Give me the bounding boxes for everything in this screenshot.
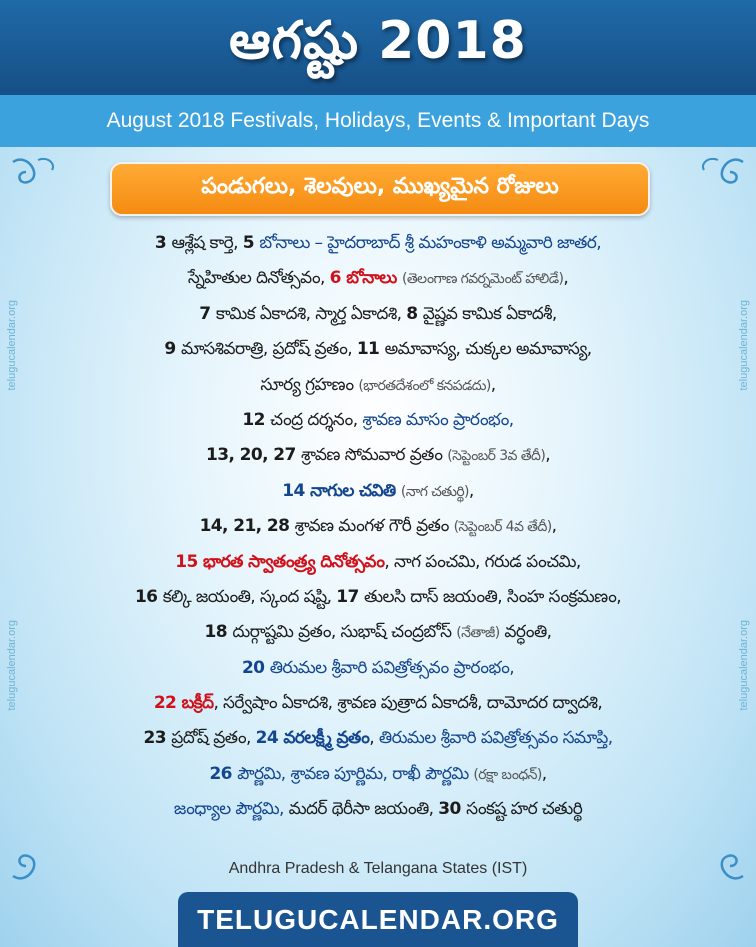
subtitle-bar (0, 95, 756, 147)
festival-text: ఆశ్లేష కార్తె, (171, 233, 243, 253)
header (0, 0, 756, 95)
festival-text: పౌర్ణమి, శ్రావణ పూర్ణిమ, రాఖీ పౌర్ణమి (237, 763, 474, 784)
festival-text: 13, 20, 27 (205, 445, 302, 466)
festival-text: చంద్ర దర్శనం, (270, 409, 363, 430)
festival-text: , నాగ పంచమి, గరుడ పంచమి, (384, 551, 581, 572)
watermark-left-top: telugucalendar.org (6, 300, 18, 391)
festival-text: తిరుమల శ్రీవారి పవిత్రోత్సవం సమాప్తి, (378, 728, 613, 749)
festival-text: శ్రావణ సోమవార వ్రతం (301, 445, 448, 466)
festival-text: 5 (242, 233, 260, 253)
festival-text: 23 (143, 728, 172, 749)
page-subtitle: August 2018 Festivals, Holidays, Events & Important Days (106, 109, 650, 132)
festival-text: , (545, 445, 550, 466)
festival-text: 6 బోనాలు (329, 268, 402, 289)
festival-line (40, 651, 716, 686)
festival-text: సంకష్ట హర చతుర్థి (466, 799, 583, 820)
festival-text: 3 (154, 233, 172, 253)
festival-line (40, 438, 716, 473)
festival-text: 22 బక్రీద్ (153, 693, 214, 714)
festival-line (40, 615, 716, 650)
watermark-left-bottom: telugucalendar.org (6, 620, 18, 711)
festival-line (40, 368, 716, 403)
festival-text: , (369, 728, 379, 749)
page-title: ఆగష్టు 2018 (229, 11, 527, 71)
festival-line (40, 332, 716, 367)
watermark-right-top: telugucalendar.org (738, 300, 750, 391)
brand-bar[interactable] (178, 892, 578, 947)
festival-line (40, 792, 716, 827)
ornament-icon (8, 152, 68, 212)
festival-text: (భారతదేశంలో కనపడదు) (358, 377, 491, 394)
festival-line (40, 403, 716, 438)
festival-text: 14, 21, 28 (199, 516, 295, 537)
festival-text: 26 (209, 763, 238, 784)
banner-label: పండుగలు, శెలవులు, ముఖ్యమైన రోజులు (201, 174, 559, 199)
festival-text: 18 (204, 622, 233, 643)
ornament-icon (688, 152, 748, 212)
festival-text: 12 (242, 409, 271, 430)
festival-line (40, 509, 716, 544)
region-note: Andhra Pradesh & Telangana States (IST) (228, 860, 528, 877)
festival-line (40, 474, 716, 509)
festival-line (40, 297, 716, 332)
festival-text: 30 (438, 799, 467, 820)
festival-text: (సెప్టెంబర్ 4వ తేదీ) (453, 519, 552, 536)
festival-text: దుర్గాష్టమి వ్రతం, సుభాష్ చంద్రబోస్ (232, 622, 457, 643)
festival-text: , (551, 516, 557, 537)
festival-text: (తెలంగాణ గవర్నమెంట్ హాలిడే) (401, 271, 564, 288)
festival-text: శ్రావణ మాసం ప్రారంభం, (362, 409, 514, 430)
festival-text: జంధ్యాల పౌర్ణమి, (173, 799, 289, 820)
festival-text: 16 (134, 586, 163, 607)
festival-text: శ్రావణ మంగళ గౌరీ వ్రతం (294, 516, 454, 537)
festivals-banner (110, 162, 650, 216)
festival-line (40, 686, 716, 721)
festival-text: మదర్ థెరీసా జయంతి, (288, 799, 439, 820)
festival-text: 24 వరలక్ష్మీ వ్రతం (255, 728, 370, 749)
festival-text: ప్రదోష్ వ్రతం, (171, 728, 256, 749)
festival-text: , (541, 763, 547, 784)
festival-text: , (490, 374, 496, 395)
festival-line (40, 226, 716, 261)
festival-text: 15 భారత స్వాతంత్ర్య దినోత్సవం (175, 551, 385, 572)
festival-text: సూర్య గ్రహణం (260, 374, 359, 395)
festival-text: అమావాస్య, చుక్కల అమావాస్య, (384, 339, 592, 360)
festival-line (40, 261, 716, 296)
festival-text: బోనాలు – హైదరాబాద్ శ్రీ మహంకాళి అమ్మవారి జాతర, (259, 233, 602, 253)
festival-text: 20 (241, 657, 270, 678)
festival-text: (నేతాజీ) (456, 625, 500, 642)
festival-line (40, 580, 716, 615)
festival-text: , (468, 480, 474, 501)
festival-text: , సర్వేషాం ఏకాదశి, శ్రావణ పుత్రాద ఏకాదశీ, దామోదర ద్వాదశి, (213, 693, 603, 714)
festival-text: కామిక ఏకాదశి, స్మార్త ఏకాదశి, (215, 303, 407, 324)
festival-text: మాసశివరాత్రి, ప్రదోష్ వ్రతం, (180, 339, 357, 360)
festival-text: వర్ధంతి, (499, 622, 552, 643)
festival-line (40, 721, 716, 756)
festival-text: స్నేహితుల దినోత్సవం, (187, 268, 330, 289)
festival-list (40, 226, 716, 828)
festival-text: కల్కి జయంతి, స్కంద షష్టి, (162, 586, 337, 607)
festival-text: , (563, 268, 569, 289)
festival-text: (సెప్టెంబర్ 3వ తేదీ) (447, 448, 546, 465)
festival-text: 14 నాగుల చవితి (282, 480, 401, 501)
festival-text: వైష్ణవ కామిక ఏకాదశీ, (422, 303, 557, 324)
festival-text: 11 (356, 339, 385, 360)
festival-text: 9 (164, 339, 181, 360)
festival-text: 8 (406, 303, 423, 324)
brand-link[interactable]: TELUGUCALENDAR.ORG (197, 903, 559, 935)
festival-line (40, 545, 716, 580)
festival-text: 7 (199, 303, 216, 324)
festival-text: 17 (336, 586, 365, 607)
festival-text: (నాగ చతుర్థి) (400, 483, 469, 500)
festival-text: తిరుమల శ్రీవారి పవిత్రోత్సవం ప్రారంభం, (269, 657, 515, 678)
festival-text: తులసి దాస్ జయంతి, సింహ సంక్రమణం, (364, 586, 622, 607)
watermark-right-bottom: telugucalendar.org (738, 620, 750, 711)
festival-text: (రక్షా బంధన్) (473, 766, 542, 783)
festival-line (40, 757, 716, 792)
